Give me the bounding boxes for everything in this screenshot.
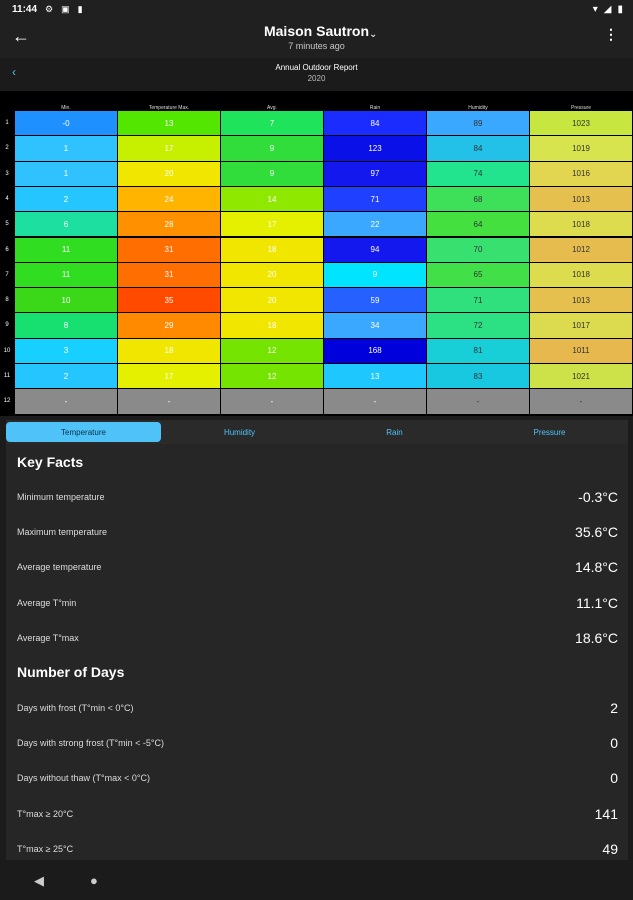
grid-cell[interactable]: 1 — [15, 136, 117, 160]
column-header: Rain — [369, 105, 381, 111]
grid-cell[interactable]: 72 — [427, 313, 529, 337]
row-label: 11 — [3, 373, 11, 379]
grid-cell[interactable]: 83 — [427, 364, 529, 388]
grid-cell[interactable]: 6 — [15, 212, 117, 236]
grid-cell[interactable]: 123 — [324, 136, 426, 160]
grid-cell[interactable]: 64 — [427, 212, 529, 236]
report-year: 2020 — [307, 74, 326, 83]
grid-cell[interactable]: 84 — [427, 136, 529, 160]
grid-cell[interactable]: 13 — [118, 111, 220, 135]
report-title: Annual Outdoor Report — [275, 63, 358, 72]
key-fact-label: Average temperature — [17, 562, 102, 573]
grid-cell[interactable]: 70 — [427, 238, 529, 262]
column-header: Avg. — [267, 105, 277, 111]
grid-cell[interactable]: - — [118, 389, 220, 413]
grid-cell[interactable]: 97 — [324, 162, 426, 186]
column-header: Temperature Max. — [148, 105, 190, 111]
tab-pressure[interactable]: Pressure — [533, 427, 566, 437]
key-fact-label: Average T°max — [17, 632, 79, 643]
grid-cell[interactable]: 1023 — [530, 111, 632, 135]
status-time: 11:44 — [12, 3, 38, 15]
row-label: 2 — [5, 145, 9, 152]
grid-cell[interactable]: 65 — [427, 263, 529, 287]
grid-cell[interactable]: 7 — [221, 111, 323, 135]
grid-cell[interactable]: 10 — [15, 288, 117, 312]
grid-cell[interactable]: 18 — [221, 238, 323, 262]
grid-cell[interactable]: 20 — [118, 162, 220, 186]
grid-cell[interactable]: 17 — [118, 136, 220, 160]
key-fact-label: Minimum temperature — [17, 492, 105, 502]
grid-cell[interactable]: 1021 — [530, 364, 632, 388]
row-label: 1 — [5, 120, 9, 126]
key-fact-label: Maximum temperature — [17, 527, 108, 538]
column-header: Min. — [61, 105, 71, 111]
key-facts-title: Key Facts — [17, 454, 84, 470]
grid-cell[interactable]: 18 — [221, 313, 323, 337]
grid-cell[interactable]: 35 — [118, 288, 220, 312]
column-header: Humidity — [468, 105, 488, 111]
chevron-left-icon[interactable]: ‹ — [12, 65, 16, 79]
grid-cell[interactable]: 31 — [118, 238, 220, 262]
grid-cell[interactable]: 20 — [221, 288, 323, 312]
days-stat-value: 0 — [610, 770, 618, 787]
nav-home-icon[interactable]: ● — [90, 873, 98, 888]
chevron-down-icon[interactable]: ⌄ — [369, 29, 378, 40]
row-label: 8 — [5, 297, 9, 304]
key-fact-value: -0.3°C — [578, 489, 618, 505]
tab-humidity[interactable]: Humidity — [223, 427, 256, 437]
key-fact-label: Average T°min — [17, 597, 77, 608]
grid-cell[interactable]: 1016 — [530, 162, 632, 186]
system-nav-bar — [0, 860, 633, 900]
days-stat-value: 49 — [602, 840, 618, 857]
grid-cell[interactable]: - — [530, 389, 632, 413]
days-stat-value: 0 — [610, 735, 618, 752]
grid-cell[interactable]: 89 — [427, 111, 529, 135]
grid-cell[interactable]: - — [15, 389, 117, 413]
nav-back-icon[interactable]: ◀ — [34, 873, 44, 888]
grid-cell[interactable]: 11 — [15, 263, 117, 287]
grid-cell[interactable]: 94 — [324, 238, 426, 262]
stats-panel — [6, 444, 628, 860]
signal-icon: ◢ — [603, 3, 612, 15]
grid-cell[interactable]: 13 — [324, 364, 426, 388]
wifi-icon: ▾ — [592, 3, 598, 15]
grid-cell[interactable]: - — [221, 389, 323, 413]
grid-cell[interactable]: 34 — [324, 313, 426, 337]
back-arrow-icon[interactable]: ← — [12, 26, 30, 46]
grid-cell[interactable]: - — [427, 389, 529, 413]
row-label: 4 — [5, 195, 9, 202]
grid-cell[interactable]: 1 — [15, 162, 117, 186]
row-label: 12 — [3, 398, 11, 405]
grid-cell[interactable]: 3 — [15, 339, 117, 363]
row-label: 9 — [5, 322, 9, 329]
gear-icon: ⚙ — [45, 3, 54, 14]
grid-cell[interactable]: 71 — [427, 288, 529, 312]
grid-cell[interactable]: 12 — [221, 364, 323, 388]
grid-cell[interactable]: - — [324, 389, 426, 413]
key-fact-value: 11.1°C — [576, 594, 618, 611]
grid-cell[interactable]: 59 — [324, 288, 426, 312]
sim-icon: ▮ — [77, 3, 83, 14]
tab-rain[interactable]: Rain — [386, 427, 403, 437]
report-header — [0, 58, 633, 88]
key-fact-value: 14.8°C — [575, 559, 618, 576]
grid-cell[interactable]: 9 — [324, 263, 426, 287]
grid-cell[interactable]: 74 — [427, 162, 529, 186]
grid-cell[interactable]: 11 — [15, 238, 117, 262]
days-stat-value: 141 — [594, 805, 618, 822]
grid-cell[interactable]: 20 — [221, 263, 323, 287]
grid-cell[interactable]: 22 — [324, 212, 426, 236]
row-label: 3 — [5, 170, 9, 177]
row-label: 10 — [3, 347, 11, 354]
grid-cell[interactable]: 8 — [15, 313, 117, 337]
grid-cell[interactable]: 9 — [221, 162, 323, 186]
grid-cell[interactable]: 12 — [221, 339, 323, 363]
grid-cell[interactable]: 1017 — [530, 313, 632, 337]
grid-cell[interactable]: 17 — [221, 212, 323, 236]
battery-icon: ▮ — [617, 3, 623, 15]
days-stat-label: T°max ≥ 20°C — [17, 808, 74, 819]
grid-cell[interactable]: 1019 — [530, 136, 632, 160]
grid-cell[interactable]: 168 — [324, 339, 426, 363]
grid-cell[interactable]: 1012 — [530, 238, 632, 262]
grid-cell[interactable]: 1013 — [530, 288, 632, 312]
app-bar — [0, 18, 633, 58]
grid-cell[interactable]: 1013 — [530, 187, 632, 211]
days-stat-label: T°max ≥ 25°C — [17, 843, 74, 854]
days-stat-label: Days with strong frost (T°min < -5°C) — [17, 738, 164, 749]
row-label: 7 — [5, 271, 9, 278]
last-update: 7 minutes ago — [288, 41, 345, 51]
grid-cell[interactable]: 18 — [118, 339, 220, 363]
row-label: 5 — [5, 221, 9, 228]
grid-cell[interactable]: 2 — [15, 364, 117, 388]
grid-cell[interactable]: 24 — [118, 187, 220, 211]
grid-cell[interactable]: 14 — [221, 187, 323, 211]
monthly-data-grid — [0, 91, 633, 416]
grid-cell[interactable]: 68 — [427, 187, 529, 211]
column-header: Pressure — [570, 105, 591, 111]
metric-tabs — [6, 420, 628, 444]
key-fact-value: 18.6°C — [575, 629, 618, 646]
grid-cell[interactable]: 1011 — [530, 339, 632, 363]
grid-cell[interactable]: 81 — [427, 339, 529, 363]
grid-cell[interactable]: 31 — [118, 263, 220, 287]
status-bar — [0, 0, 633, 18]
grid-cell[interactable]: -0 — [15, 111, 117, 135]
grid-cell[interactable]: 71 — [324, 187, 426, 211]
grid-cell[interactable]: 84 — [324, 111, 426, 135]
key-fact-value: 35.6°C — [575, 524, 618, 541]
station-title: Maison Sautron — [263, 23, 369, 39]
square-icon: ▣ — [61, 3, 70, 14]
tab-temperature[interactable]: Temperature — [6, 422, 161, 442]
days-stat-value: 2 — [610, 700, 618, 716]
grid-cell[interactable]: 28 — [118, 212, 220, 236]
grid-cell[interactable]: 17 — [118, 364, 220, 388]
grid-cell[interactable]: 1018 — [530, 212, 632, 236]
days-stat-label: Days without thaw (T°max < 0°C) — [17, 773, 150, 784]
row-label: 6 — [5, 246, 9, 253]
grid-cell[interactable]: 29 — [118, 313, 220, 337]
grid-cell[interactable]: 9 — [221, 136, 323, 160]
grid-cell[interactable]: 2 — [15, 187, 117, 211]
grid-cell[interactable]: 1018 — [530, 263, 632, 287]
days-stat-label: Days with frost (T°min < 0°C) — [17, 703, 134, 713]
days-title: Number of Days — [17, 664, 125, 680]
more-options-icon[interactable]: ⋮ — [604, 26, 618, 42]
